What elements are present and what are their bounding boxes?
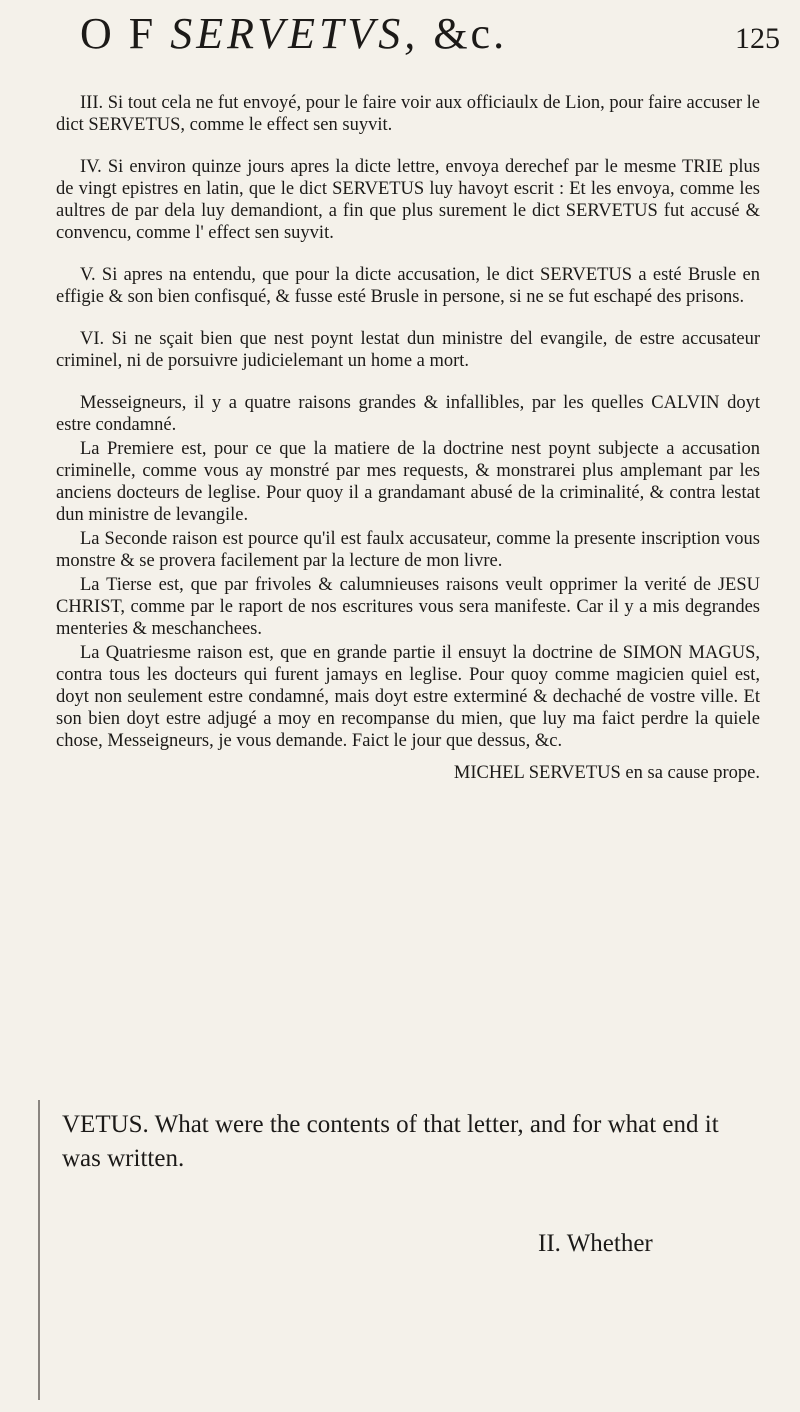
running-title-italic: SERVETVS, [170,9,420,58]
paragraph-seconde: La Seconde raison est pource qu'il est faulx accusateur, comme la presente inscription vous monstre & se provera facilement par la lecture de mon livre. [56,529,760,571]
paragraph-tierse: La Tierse est, que par frivoles & calumnieuses raisons veult opprimer la verité de JESU CHRIST, comme par le raport de nos escritures vous sera manifeste. Car il y a mis degrandes menteries & meschanchees. [56,575,760,639]
paragraph-premiere: La Premiere est, pour ce que la matiere de la doctrine nest poynt subjecte a accusation criminelle, comme vous ay monstré par mes requests, & monstrarei plus amplemant par les anciens docteurs de leglise. Pour quoy il a grandamant abusé de la criminalité, & contra lestat dun ministre de levangile. [56,439,760,525]
paragraph-iii: III. Si tout cela ne fut envoyé, pour le faire voir aux officiaulx de Lion, pour faire accuser le dict SERVETUS, comme le effect sen suyvit. [56,93,760,135]
signature: MICHEL SERVETUS en sa cause prope. [453,763,760,783]
running-title [80,8,507,59]
paragraph-vi: VI. Si ne sçait bien que nest poynt lestat dun ministre del evangile, de estre accusateur criminel, ni de porsuivre judicielemant un home a mort. [56,329,760,371]
running-head [80,8,780,78]
paragraph-quatriesme: La Quatriesme raison est, que en grande partie il ensuyt la doctrine de SIMON MAGUS, contra tous les docteurs qui furent jamays en leglise. Pour quoy comme magicien quiel est, doyt non seulement estre condamné, mais doyt estre exterminé & dechaché de vostre ville. Et son bien doyt estre adjugé a moy en recompanse du mien, que luy ma faict perdre la quiele chose, Messeigneurs, je vous demande. Faict le jour que dessus, &c. [56,643,760,751]
page-number: 125 [735,22,780,55]
catchword: II. Whether [538,1230,653,1257]
paragraph-v: V. Si apres na entendu, que pour la dicte accusation, le dict SERVETUS a esté Brusle en effigie & son bien confisqué, & fusse esté Brusle in persone, si ne se fut eschapé des prisons. [56,265,760,307]
paragraph-iv: IV. Si environ quinze jours apres la dicte lettre, envoya derechef par le mesme TRIE plus de vingt epistres en latin, que le dict SERVETUS luy havoyt escrit : Et les envoya, comme les aultres de par dela luy demandiont, a fin que plus surement le dict SERVETUS fut accusé & convencu, comme l' effect sen suyvit. [56,157,760,243]
paragraph-messeigneurs: Messeigneurs, il y a quatre raisons grandes & infallibles, par les quelles CALVIN doyt estre condamné. [56,393,760,435]
page-edge-shadow [38,1100,40,1400]
english-question: VETUS. What were the contents of that letter, and for what end it was written. [62,1111,719,1172]
running-title-prefix: O F [80,9,157,58]
running-title-suffix: &c. [433,9,508,58]
body-text [56,92,760,808]
